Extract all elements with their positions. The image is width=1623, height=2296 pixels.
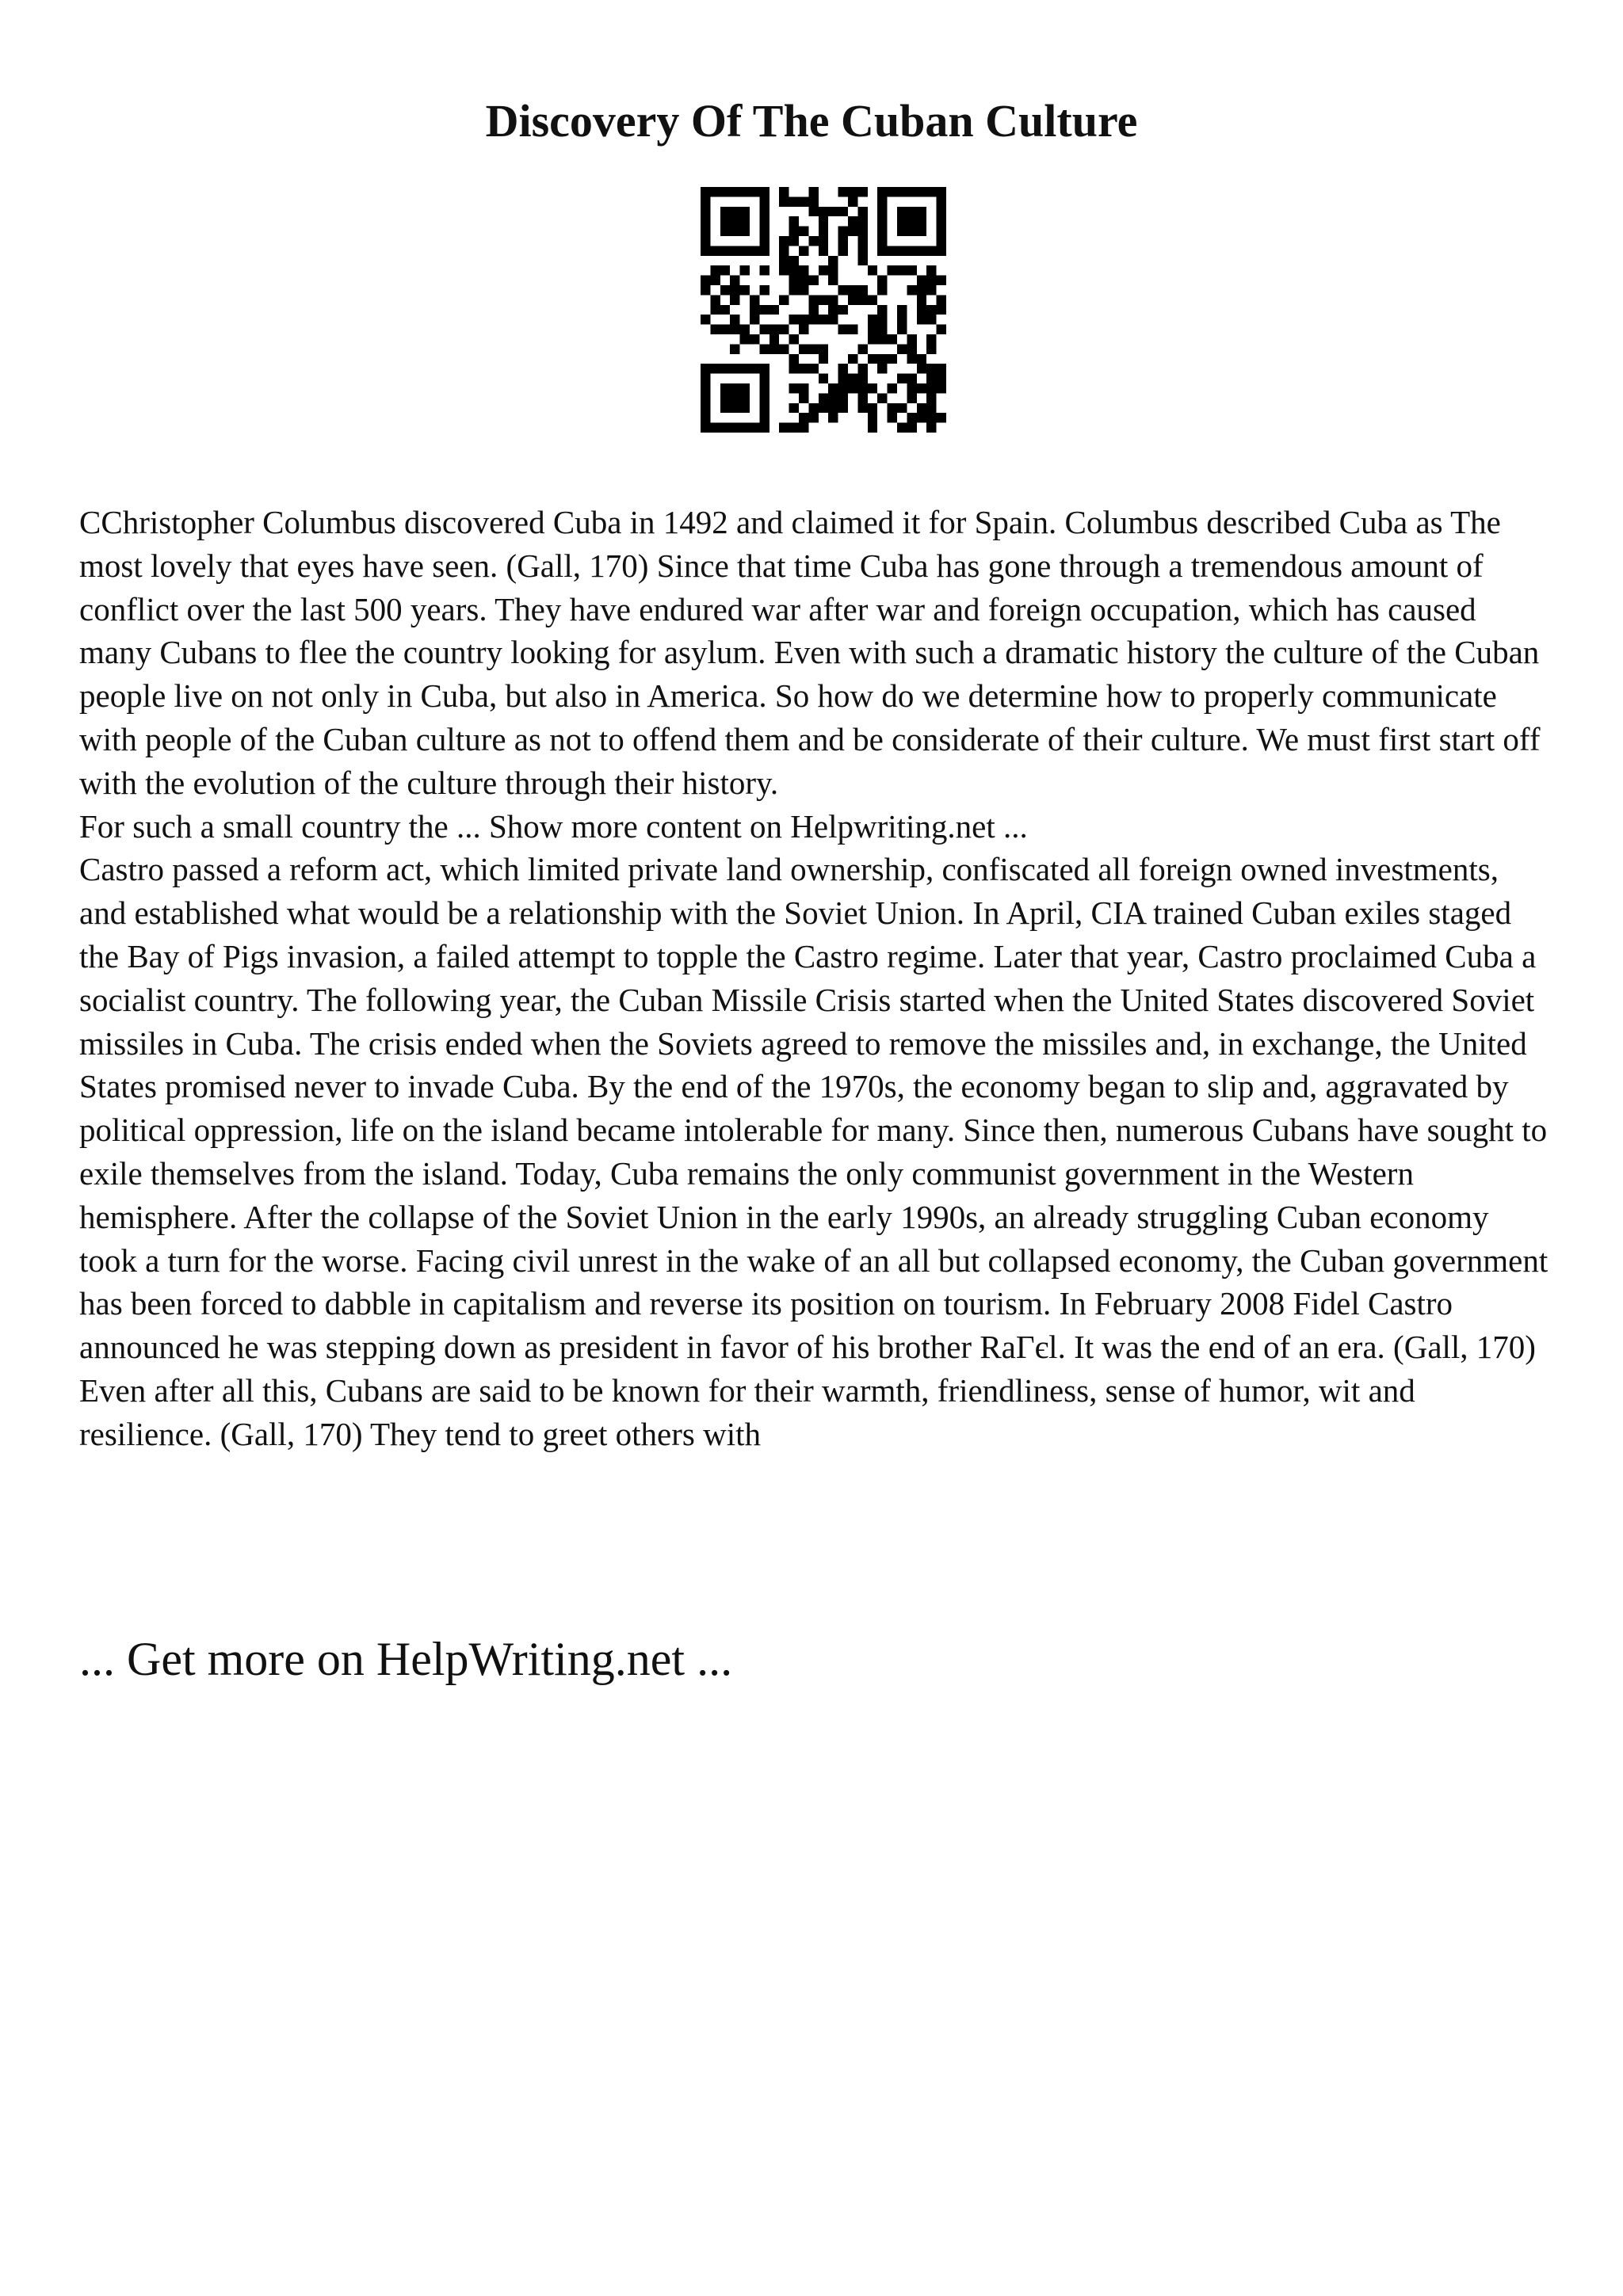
paragraph-intro: CChristopher Columbus discovered Cuba in 1492 and claimed it for Spain. Columbus described Cuba as The most lovely that eyes have seen. (Gall, 170) Since that time Cuba has gone through a tremendous amount of conflict over the last 500 years. They have endured war after war and foreign occupation, which has caused many Cubans to flee the country looking for asylum. Even with such a dramatic history the culture of the Cuban people live on not only in Cuba, but also in America. So how do we determine how to properly communicate with people of the Cuban culture as not to offend them and be considerate of their culture. We must first start off with the evolution of the culture through their history.: [79, 504, 1541, 801]
show-more-link[interactable]: For such a small country the ... Show more content on Helpwriting.net ...: [79, 807, 1028, 845]
page-title: Discovery Of The Cuban Culture: [485, 95, 1138, 147]
qr-code-icon: [701, 187, 946, 433]
get-more-link[interactable]: ... Get more on HelpWriting.net ...: [79, 1633, 733, 1685]
article-body: [79, 501, 1553, 1456]
paragraph-history: Castro passed a reform act, which limited private land ownership, confiscated all foreign owned investments, and established what would be a relationship with the Soviet Union. In April, CIA trained Cuban exiles staged the Bay of Pigs invasion, a failed attempt to topple the Castro regime. Later that year, Castro proclaimed Cuba a socialist country. The following year, the Cuban Missile Crisis started when the United States discovered Soviet missiles in Cuba. The crisis ended when the Soviets agreed to remove the missiles and, in exchange, the United States promised never to invade Cuba. By the end of the 1970s, the economy began to slip and, aggravated by political oppression, life on the island became intolerable for many. Since then, numerous Cubans have sought to exile themselves from the island. Today, Cuba remains the only communist government in the Western hemisphere. After the collapse of the Soviet Union in the early 1990s, an already struggling Cuban economy took a turn for the worse. Facing civil unrest in the wake of an all but collapsed economy, the Cuban government has been forced to dabble in capitalism and reverse its position on tourism. In February 2008 Fidel Castro announced he was stepping down as president in favor of his brother RaΓєl. It was the end of an era. (Gall, 170): [79, 851, 1549, 1366]
paragraph-culture: Even after all this, Cubans are said to be known for their warmth, friendliness, sense of humor, wit and resilience. (Gall, 170) They tend to greet others with: [79, 1371, 1415, 1452]
